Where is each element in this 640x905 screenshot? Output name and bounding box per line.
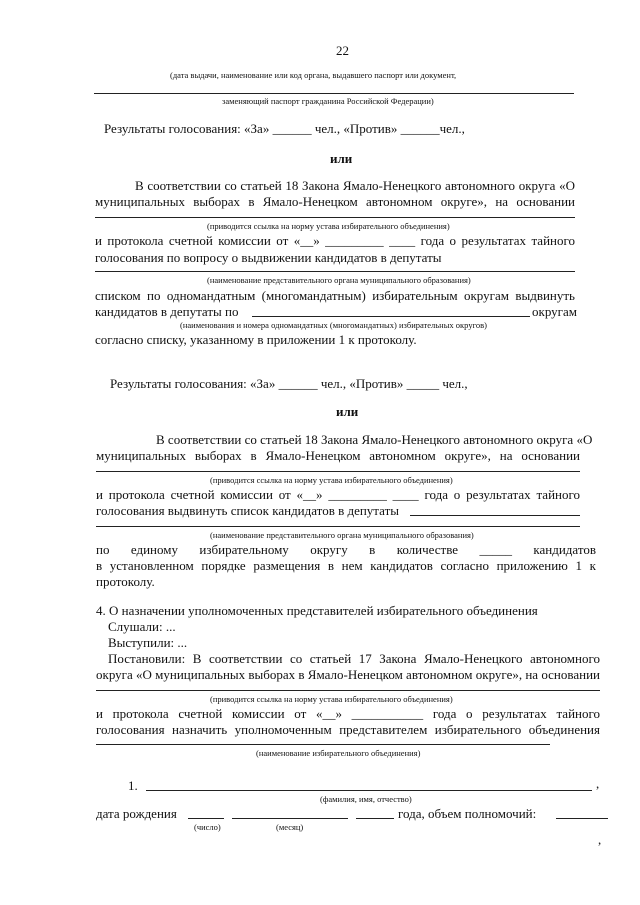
sec1-line6b: округам [532, 304, 577, 319]
trailing-comma: , [598, 832, 602, 847]
sec1-line1: В соответствии со статьей 18 Закона Ямало-Ненецкого автономного округа «О [135, 178, 575, 193]
item1-name-line[interactable] [146, 790, 592, 791]
sec2-line4: голосования выдвинуть список кандидатов в депутаты [96, 503, 399, 518]
voting-results-2: Результаты голосования: «За» ______ чел., «Против» _____ чел., [110, 376, 468, 391]
sec4-line2: округа «О муниципальных выборах в Ямало-Ненецком автономном округе», на основании [96, 667, 600, 682]
sec2-line6: в установленном порядке размещения в нем кандидатов согласно приложению 1 к [96, 558, 596, 573]
sec1-districts-line [252, 316, 530, 317]
sec4-heard: Слушали: ... [108, 619, 176, 634]
sec2-line-2 [96, 526, 580, 527]
sec2-line2: муниципальных выборах в Ямало-Ненецком автономном округе», на основании [96, 448, 580, 463]
page-number: 22 [336, 43, 349, 58]
birth-year-text: года, объем полномочий: [398, 806, 537, 821]
sec1-caption-3: (наименования и номера одномандатных (многомандатных) избирательных округов) [180, 320, 487, 330]
sec1-line-1 [95, 217, 575, 218]
sec1-line5: списком по одномандатным (многомандатным) избирательным округам выдвинуть [95, 288, 575, 303]
sec1-line7: согласно списку, указанному в приложении 1 к протоколу. [95, 332, 417, 347]
item1-comma: , [596, 776, 600, 791]
birth-month-caption: (месяц) [276, 822, 304, 832]
sec2-line7: протоколу. [96, 574, 155, 589]
sec2-caption-2: (наименование представительного органа муниципального образования) [210, 530, 474, 540]
sec2-line3: и протокола счетной комиссии от «__» _________ ____ года о результатах тайного [96, 487, 580, 502]
sec1-line4: голосования по вопросу о выдвижении кандидатов в депутаты [95, 250, 442, 265]
birth-date-label: дата рождения [96, 806, 177, 821]
sec2-line1: В соответствии со статьей 18 Закона Ямало-Ненецкого автономного округа «О [156, 432, 593, 447]
sec4-line-2 [96, 744, 550, 745]
sec2-line-1 [96, 471, 580, 472]
sec1-caption-2: (наименование представительного органа муниципального образования) [207, 275, 471, 285]
or-label-2: или [336, 404, 359, 419]
passport-caption-2: заменяющий паспорт гражданина Российской Федерации) [222, 96, 434, 106]
sec2-deputies-line [410, 515, 580, 516]
passport-line [94, 93, 574, 94]
birth-month-line[interactable] [232, 818, 348, 819]
sec2-line5: по единому избирательному округу в количестве _____ кандидатов [96, 542, 596, 557]
sec1-line3: и протокола счетной комиссии от «__» _________ ____ года о результатах тайного [95, 233, 575, 248]
sec1-line2: муниципальных выборах в Ямало-Ненецком автономном округе», на основании [95, 194, 575, 209]
sec4-line4: голосования назначить уполномоченным представителем избирательного объединения [96, 722, 600, 737]
sec2-caption-1: (приводится ссылка на норму устава избирательного объединения) [210, 475, 453, 485]
sec4-heading: 4. О назначении уполномоченных представителей избирательного объединения [96, 603, 538, 618]
birth-day-caption: (число) [194, 822, 221, 832]
sec4-line-1 [96, 690, 600, 691]
item1-caption-name: (фамилия, имя, отчество) [320, 794, 412, 804]
passport-caption-1: (дата выдачи, наименование или код органа, выдавшего паспорт или документ, [170, 70, 457, 80]
voting-results-1: Результаты голосования: «За» ______ чел., «Против» ______чел., [104, 121, 465, 136]
sec4-line3: и протокола счетной комиссии от «__» ___________ года о результатах тайного [96, 706, 600, 721]
sec4-line1: Постановили: В соответствии со статьей 17 Закона Ямало-Ненецкого автономного [108, 651, 600, 666]
sec4-spoke: Выступили: ... [108, 635, 188, 650]
sec4-caption-2: (наименование избирательного объединения) [256, 748, 421, 758]
item1-number: 1. [128, 778, 138, 793]
or-label-1: или [330, 151, 353, 166]
birth-day-line[interactable] [188, 818, 224, 819]
birth-year-line[interactable] [356, 818, 394, 819]
sec1-line6a: кандидатов в депутаты по [95, 304, 239, 319]
sec4-caption-1: (приводится ссылка на норму устава избирательного объединения) [210, 694, 453, 704]
sec1-caption-1: (приводится ссылка на норму устава избирательного объединения) [207, 221, 450, 231]
powers-line[interactable] [556, 818, 608, 819]
sec1-line-2 [95, 271, 575, 272]
